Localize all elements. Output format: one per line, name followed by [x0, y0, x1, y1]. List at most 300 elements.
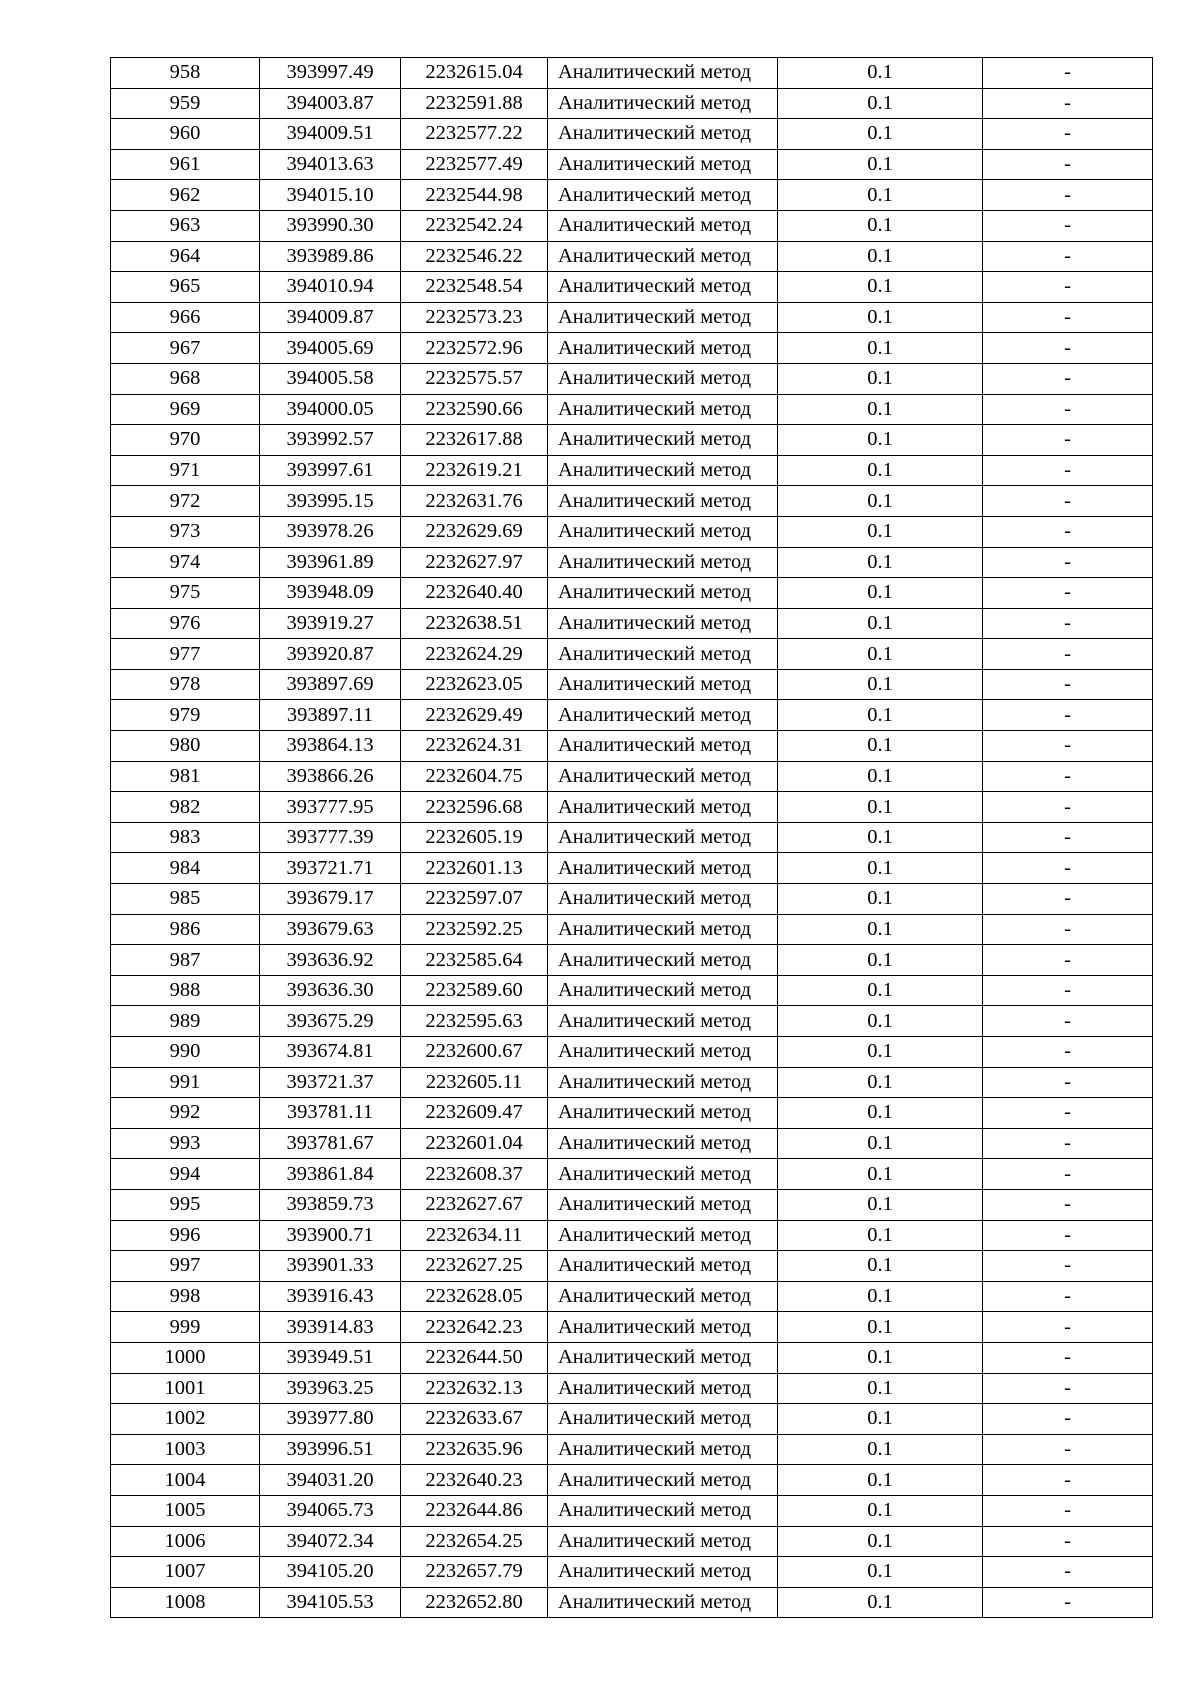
accuracy-cell: 0.1 [778, 761, 983, 792]
point-number-cell: 963 [111, 210, 260, 241]
table-row [111, 578, 1153, 609]
accuracy-cell: 0.1 [778, 210, 983, 241]
accuracy-cell: 0.1 [778, 363, 983, 394]
x-coordinate-cell: 393978.26 [260, 516, 401, 547]
y-coordinate-cell: 2232601.13 [401, 853, 548, 884]
table-row [111, 1526, 1153, 1557]
x-coordinate-cell: 394072.34 [260, 1526, 401, 1557]
x-coordinate-cell: 394009.51 [260, 119, 401, 150]
accuracy-cell: 0.1 [778, 1128, 983, 1159]
table-row [111, 302, 1153, 333]
x-coordinate-cell: 393997.61 [260, 455, 401, 486]
accuracy-cell: 0.1 [778, 975, 983, 1006]
description-cell: - [983, 1434, 1153, 1465]
method-cell: Аналитический метод [548, 761, 778, 792]
table-row [111, 333, 1153, 364]
table-row [111, 455, 1153, 486]
x-coordinate-cell: 393674.81 [260, 1037, 401, 1068]
x-coordinate-cell: 393721.37 [260, 1067, 401, 1098]
accuracy-cell: 0.1 [778, 1159, 983, 1190]
y-coordinate-cell: 2232631.76 [401, 486, 548, 517]
description-cell: - [983, 1465, 1153, 1496]
description-cell: - [983, 58, 1153, 89]
method-cell: Аналитический метод [548, 88, 778, 119]
description-cell: - [983, 516, 1153, 547]
x-coordinate-cell: 393864.13 [260, 731, 401, 762]
description-cell: - [983, 945, 1153, 976]
table-row [111, 1098, 1153, 1129]
point-number-cell: 966 [111, 302, 260, 333]
y-coordinate-cell: 2232609.47 [401, 1098, 548, 1129]
y-coordinate-cell: 2232638.51 [401, 608, 548, 639]
description-cell: - [983, 1067, 1153, 1098]
accuracy-cell: 0.1 [778, 731, 983, 762]
table-row [111, 58, 1153, 89]
y-coordinate-cell: 2232573.23 [401, 302, 548, 333]
table-row [111, 731, 1153, 762]
method-cell: Аналитический метод [548, 1434, 778, 1465]
table-row [111, 884, 1153, 915]
accuracy-cell: 0.1 [778, 1434, 983, 1465]
method-cell: Аналитический метод [548, 1557, 778, 1588]
point-number-cell: 967 [111, 333, 260, 364]
x-coordinate-cell: 394013.63 [260, 149, 401, 180]
point-number-cell: 968 [111, 363, 260, 394]
accuracy-cell: 0.1 [778, 1465, 983, 1496]
y-coordinate-cell: 2232577.49 [401, 149, 548, 180]
x-coordinate-cell: 393721.71 [260, 853, 401, 884]
point-number-cell: 1001 [111, 1373, 260, 1404]
description-cell: - [983, 333, 1153, 364]
coordinates-table [110, 57, 1153, 1618]
description-cell: - [983, 1495, 1153, 1526]
description-cell: - [983, 88, 1153, 119]
x-coordinate-cell: 393961.89 [260, 547, 401, 578]
y-coordinate-cell: 2232592.25 [401, 914, 548, 945]
accuracy-cell: 0.1 [778, 1189, 983, 1220]
description-cell: - [983, 272, 1153, 303]
point-number-cell: 970 [111, 425, 260, 456]
x-coordinate-cell: 393777.39 [260, 822, 401, 853]
table-row [111, 761, 1153, 792]
x-coordinate-cell: 394005.58 [260, 363, 401, 394]
table-row [111, 639, 1153, 670]
accuracy-cell: 0.1 [778, 792, 983, 823]
table-row [111, 547, 1153, 578]
accuracy-cell: 0.1 [778, 58, 983, 89]
y-coordinate-cell: 2232634.11 [401, 1220, 548, 1251]
method-cell: Аналитический метод [548, 333, 778, 364]
accuracy-cell: 0.1 [778, 394, 983, 425]
description-cell: - [983, 1251, 1153, 1282]
x-coordinate-cell: 393948.09 [260, 578, 401, 609]
accuracy-cell: 0.1 [778, 1281, 983, 1312]
method-cell: Аналитический метод [548, 272, 778, 303]
accuracy-cell: 0.1 [778, 1037, 983, 1068]
table-row [111, 1037, 1153, 1068]
y-coordinate-cell: 2232629.49 [401, 700, 548, 731]
table-row [111, 119, 1153, 150]
y-coordinate-cell: 2232615.04 [401, 58, 548, 89]
x-coordinate-cell: 393861.84 [260, 1159, 401, 1190]
accuracy-cell: 0.1 [778, 1587, 983, 1618]
point-number-cell: 1000 [111, 1342, 260, 1373]
x-coordinate-cell: 393996.51 [260, 1434, 401, 1465]
method-cell: Аналитический метод [548, 1404, 778, 1435]
table-row [111, 425, 1153, 456]
y-coordinate-cell: 2232604.75 [401, 761, 548, 792]
description-cell: - [983, 1281, 1153, 1312]
point-number-cell: 964 [111, 241, 260, 272]
x-coordinate-cell: 393679.63 [260, 914, 401, 945]
method-cell: Аналитический метод [548, 1342, 778, 1373]
x-coordinate-cell: 393900.71 [260, 1220, 401, 1251]
description-cell: - [983, 822, 1153, 853]
accuracy-cell: 0.1 [778, 608, 983, 639]
accuracy-cell: 0.1 [778, 486, 983, 517]
accuracy-cell: 0.1 [778, 302, 983, 333]
x-coordinate-cell: 393995.15 [260, 486, 401, 517]
method-cell: Аналитический метод [548, 1006, 778, 1037]
x-coordinate-cell: 393997.49 [260, 58, 401, 89]
point-number-cell: 981 [111, 761, 260, 792]
description-cell: - [983, 884, 1153, 915]
description-cell: - [983, 241, 1153, 272]
y-coordinate-cell: 2232635.96 [401, 1434, 548, 1465]
accuracy-cell: 0.1 [778, 853, 983, 884]
description-cell: - [983, 394, 1153, 425]
description-cell: - [983, 1037, 1153, 1068]
point-number-cell: 991 [111, 1067, 260, 1098]
description-cell: - [983, 639, 1153, 670]
table-row [111, 822, 1153, 853]
description-cell: - [983, 425, 1153, 456]
method-cell: Аналитический метод [548, 1159, 778, 1190]
description-cell: - [983, 608, 1153, 639]
accuracy-cell: 0.1 [778, 1312, 983, 1343]
x-coordinate-cell: 393866.26 [260, 761, 401, 792]
point-number-cell: 1007 [111, 1557, 260, 1588]
method-cell: Аналитический метод [548, 1220, 778, 1251]
x-coordinate-cell: 393897.69 [260, 669, 401, 700]
point-number-cell: 990 [111, 1037, 260, 1068]
table-row [111, 945, 1153, 976]
description-cell: - [983, 578, 1153, 609]
point-number-cell: 975 [111, 578, 260, 609]
y-coordinate-cell: 2232624.31 [401, 731, 548, 762]
method-cell: Аналитический метод [548, 1251, 778, 1282]
x-coordinate-cell: 393977.80 [260, 1404, 401, 1435]
x-coordinate-cell: 393777.95 [260, 792, 401, 823]
y-coordinate-cell: 2232627.67 [401, 1189, 548, 1220]
method-cell: Аналитический метод [548, 945, 778, 976]
method-cell: Аналитический метод [548, 731, 778, 762]
y-coordinate-cell: 2232605.11 [401, 1067, 548, 1098]
description-cell: - [983, 302, 1153, 333]
description-cell: - [983, 486, 1153, 517]
x-coordinate-cell: 393901.33 [260, 1251, 401, 1282]
method-cell: Аналитический метод [548, 884, 778, 915]
method-cell: Аналитический метод [548, 302, 778, 333]
method-cell: Аналитический метод [548, 1128, 778, 1159]
x-coordinate-cell: 394005.69 [260, 333, 401, 364]
method-cell: Аналитический метод [548, 1373, 778, 1404]
table-row [111, 792, 1153, 823]
y-coordinate-cell: 2232629.69 [401, 516, 548, 547]
point-number-cell: 959 [111, 88, 260, 119]
y-coordinate-cell: 2232657.79 [401, 1557, 548, 1588]
point-number-cell: 971 [111, 455, 260, 486]
accuracy-cell: 0.1 [778, 1220, 983, 1251]
x-coordinate-cell: 394015.10 [260, 180, 401, 211]
x-coordinate-cell: 393897.11 [260, 700, 401, 731]
point-number-cell: 962 [111, 180, 260, 211]
accuracy-cell: 0.1 [778, 88, 983, 119]
x-coordinate-cell: 393675.29 [260, 1006, 401, 1037]
table-row [111, 1067, 1153, 1098]
method-cell: Аналитический метод [548, 1037, 778, 1068]
x-coordinate-cell: 394065.73 [260, 1495, 401, 1526]
description-cell: - [983, 1006, 1153, 1037]
accuracy-cell: 0.1 [778, 516, 983, 547]
accuracy-cell: 0.1 [778, 455, 983, 486]
point-number-cell: 998 [111, 1281, 260, 1312]
point-number-cell: 978 [111, 669, 260, 700]
table-row [111, 88, 1153, 119]
point-number-cell: 1002 [111, 1404, 260, 1435]
description-cell: - [983, 1312, 1153, 1343]
method-cell: Аналитический метод [548, 1098, 778, 1129]
accuracy-cell: 0.1 [778, 578, 983, 609]
y-coordinate-cell: 2232585.64 [401, 945, 548, 976]
accuracy-cell: 0.1 [778, 700, 983, 731]
x-coordinate-cell: 393781.67 [260, 1128, 401, 1159]
y-coordinate-cell: 2232600.67 [401, 1037, 548, 1068]
table-row [111, 1373, 1153, 1404]
x-coordinate-cell: 393636.30 [260, 975, 401, 1006]
accuracy-cell: 0.1 [778, 425, 983, 456]
y-coordinate-cell: 2232654.25 [401, 1526, 548, 1557]
description-cell: - [983, 1342, 1153, 1373]
point-number-cell: 1004 [111, 1465, 260, 1496]
y-coordinate-cell: 2232608.37 [401, 1159, 548, 1190]
point-number-cell: 961 [111, 149, 260, 180]
point-number-cell: 976 [111, 608, 260, 639]
accuracy-cell: 0.1 [778, 1495, 983, 1526]
method-cell: Аналитический метод [548, 1067, 778, 1098]
method-cell: Аналитический метод [548, 241, 778, 272]
x-coordinate-cell: 393679.17 [260, 884, 401, 915]
table-row [111, 1495, 1153, 1526]
method-cell: Аналитический метод [548, 425, 778, 456]
description-cell: - [983, 792, 1153, 823]
description-cell: - [983, 761, 1153, 792]
method-cell: Аналитический метод [548, 1465, 778, 1496]
x-coordinate-cell: 394031.20 [260, 1465, 401, 1496]
point-number-cell: 989 [111, 1006, 260, 1037]
table-row [111, 1281, 1153, 1312]
table-row [111, 1404, 1153, 1435]
table-row [111, 210, 1153, 241]
y-coordinate-cell: 2232572.96 [401, 333, 548, 364]
table-row [111, 1220, 1153, 1251]
description-cell: - [983, 547, 1153, 578]
description-cell: - [983, 1128, 1153, 1159]
accuracy-cell: 0.1 [778, 1342, 983, 1373]
y-coordinate-cell: 2232640.23 [401, 1465, 548, 1496]
y-coordinate-cell: 2232632.13 [401, 1373, 548, 1404]
y-coordinate-cell: 2232589.60 [401, 975, 548, 1006]
y-coordinate-cell: 2232591.88 [401, 88, 548, 119]
x-coordinate-cell: 394105.20 [260, 1557, 401, 1588]
description-cell: - [983, 731, 1153, 762]
method-cell: Аналитический метод [548, 1189, 778, 1220]
accuracy-cell: 0.1 [778, 884, 983, 915]
y-coordinate-cell: 2232548.54 [401, 272, 548, 303]
point-number-cell: 972 [111, 486, 260, 517]
y-coordinate-cell: 2232627.97 [401, 547, 548, 578]
x-coordinate-cell: 393920.87 [260, 639, 401, 670]
description-cell: - [983, 455, 1153, 486]
y-coordinate-cell: 2232644.50 [401, 1342, 548, 1373]
point-number-cell: 1006 [111, 1526, 260, 1557]
y-coordinate-cell: 2232617.88 [401, 425, 548, 456]
y-coordinate-cell: 2232605.19 [401, 822, 548, 853]
x-coordinate-cell: 393859.73 [260, 1189, 401, 1220]
method-cell: Аналитический метод [548, 455, 778, 486]
point-number-cell: 960 [111, 119, 260, 150]
y-coordinate-cell: 2232595.63 [401, 1006, 548, 1037]
accuracy-cell: 0.1 [778, 822, 983, 853]
y-coordinate-cell: 2232623.05 [401, 669, 548, 700]
x-coordinate-cell: 393781.11 [260, 1098, 401, 1129]
table-row [111, 1342, 1153, 1373]
point-number-cell: 988 [111, 975, 260, 1006]
description-cell: - [983, 853, 1153, 884]
point-number-cell: 997 [111, 1251, 260, 1282]
point-number-cell: 984 [111, 853, 260, 884]
method-cell: Аналитический метод [548, 58, 778, 89]
accuracy-cell: 0.1 [778, 1373, 983, 1404]
x-coordinate-cell: 393963.25 [260, 1373, 401, 1404]
accuracy-cell: 0.1 [778, 180, 983, 211]
method-cell: Аналитический метод [548, 1495, 778, 1526]
y-coordinate-cell: 2232546.22 [401, 241, 548, 272]
method-cell: Аналитический метод [548, 1281, 778, 1312]
coordinates-table-body [111, 58, 1153, 1618]
table-row [111, 1189, 1153, 1220]
x-coordinate-cell: 394105.53 [260, 1587, 401, 1618]
table-row [111, 486, 1153, 517]
x-coordinate-cell: 393916.43 [260, 1281, 401, 1312]
accuracy-cell: 0.1 [778, 149, 983, 180]
accuracy-cell: 0.1 [778, 1251, 983, 1282]
method-cell: Аналитический метод [548, 914, 778, 945]
table-row [111, 1557, 1153, 1588]
table-row [111, 975, 1153, 1006]
table-row [111, 516, 1153, 547]
point-number-cell: 977 [111, 639, 260, 670]
table-row [111, 914, 1153, 945]
point-number-cell: 980 [111, 731, 260, 762]
table-row [111, 180, 1153, 211]
y-coordinate-cell: 2232624.29 [401, 639, 548, 670]
method-cell: Аналитический метод [548, 1312, 778, 1343]
description-cell: - [983, 1404, 1153, 1435]
y-coordinate-cell: 2232640.40 [401, 578, 548, 609]
table-row [111, 1434, 1153, 1465]
method-cell: Аналитический метод [548, 608, 778, 639]
description-cell: - [983, 914, 1153, 945]
x-coordinate-cell: 393914.83 [260, 1312, 401, 1343]
y-coordinate-cell: 2232542.24 [401, 210, 548, 241]
y-coordinate-cell: 2232596.68 [401, 792, 548, 823]
description-cell: - [983, 1098, 1153, 1129]
description-cell: - [983, 700, 1153, 731]
x-coordinate-cell: 394009.87 [260, 302, 401, 333]
y-coordinate-cell: 2232644.86 [401, 1495, 548, 1526]
point-number-cell: 985 [111, 884, 260, 915]
accuracy-cell: 0.1 [778, 333, 983, 364]
method-cell: Аналитический метод [548, 1526, 778, 1557]
y-coordinate-cell: 2232597.07 [401, 884, 548, 915]
x-coordinate-cell: 393992.57 [260, 425, 401, 456]
table-row [111, 1251, 1153, 1282]
point-number-cell: 983 [111, 822, 260, 853]
method-cell: Аналитический метод [548, 822, 778, 853]
table-row [111, 853, 1153, 884]
accuracy-cell: 0.1 [778, 119, 983, 150]
description-cell: - [983, 119, 1153, 150]
description-cell: - [983, 669, 1153, 700]
table-row [111, 1465, 1153, 1496]
description-cell: - [983, 1373, 1153, 1404]
point-number-cell: 958 [111, 58, 260, 89]
table-row [111, 700, 1153, 731]
point-number-cell: 973 [111, 516, 260, 547]
method-cell: Аналитический метод [548, 149, 778, 180]
y-coordinate-cell: 2232652.80 [401, 1587, 548, 1618]
table-row [111, 272, 1153, 303]
method-cell: Аналитический метод [548, 669, 778, 700]
x-coordinate-cell: 394003.87 [260, 88, 401, 119]
table-row [111, 394, 1153, 425]
method-cell: Аналитический метод [548, 1587, 778, 1618]
method-cell: Аналитический метод [548, 639, 778, 670]
point-number-cell: 987 [111, 945, 260, 976]
x-coordinate-cell: 393990.30 [260, 210, 401, 241]
accuracy-cell: 0.1 [778, 945, 983, 976]
x-coordinate-cell: 393949.51 [260, 1342, 401, 1373]
accuracy-cell: 0.1 [778, 1067, 983, 1098]
y-coordinate-cell: 2232619.21 [401, 455, 548, 486]
description-cell: - [983, 149, 1153, 180]
point-number-cell: 994 [111, 1159, 260, 1190]
method-cell: Аналитический метод [548, 363, 778, 394]
description-cell: - [983, 210, 1153, 241]
table-row [111, 608, 1153, 639]
point-number-cell: 1008 [111, 1587, 260, 1618]
x-coordinate-cell: 393919.27 [260, 608, 401, 639]
description-cell: - [983, 1159, 1153, 1190]
point-number-cell: 974 [111, 547, 260, 578]
point-number-cell: 969 [111, 394, 260, 425]
description-cell: - [983, 1526, 1153, 1557]
x-coordinate-cell: 393636.92 [260, 945, 401, 976]
method-cell: Аналитический метод [548, 853, 778, 884]
description-cell: - [983, 1587, 1153, 1618]
accuracy-cell: 0.1 [778, 1404, 983, 1435]
